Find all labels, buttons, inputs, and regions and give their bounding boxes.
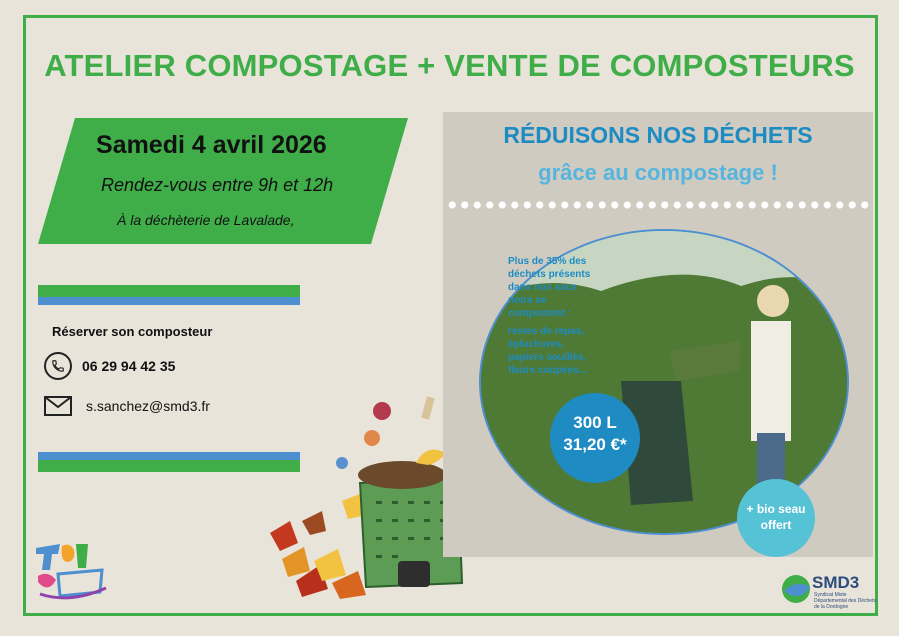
page-title: ATELIER COMPOSTAGE + VENTE DE COMPOSTEURS <box>44 48 855 83</box>
campaign-logo <box>30 540 112 600</box>
smd3-logo-icon <box>780 573 812 605</box>
bonus-text: + bio seau offert <box>746 502 806 532</box>
email-address[interactable]: s.sanchez@smd3.fr <box>86 398 210 414</box>
price-amount: 31,20 €* <box>563 435 627 454</box>
event-date: Samedi 4 avril 2026 <box>96 131 327 159</box>
event-place: À la déchèterie de Lavalade, <box>117 212 295 228</box>
bonus-badge <box>737 479 815 557</box>
mail-icon <box>44 396 72 416</box>
divider-stripe-top <box>38 285 300 305</box>
compost-info-list: restes de repas, épluchures, papiers souillés, fleurs coupées... <box>508 326 587 376</box>
promo-title: RÉDUISONS NOS DÉCHETS <box>503 122 813 148</box>
phone-icon <box>44 352 72 380</box>
email-row <box>44 396 210 416</box>
dotted-separator <box>446 200 871 210</box>
compost-info-intro: Plus de 35% des déchets présents dans nos sacs noirs se compostent : <box>508 256 591 319</box>
compost-info <box>508 255 598 377</box>
price-volume: 300 L <box>573 413 617 432</box>
divider-stripe-bottom <box>38 452 300 472</box>
price-badge <box>550 393 640 483</box>
org-logo-name: SMD3 <box>812 573 860 592</box>
compost-bin-illustration <box>262 383 472 603</box>
phone-number[interactable]: 06 29 94 42 35 <box>82 358 176 374</box>
promo-subtitle: grâce au compostage ! <box>538 160 778 185</box>
reservation-heading: Réserver son composteur <box>52 324 213 339</box>
event-time: Rendez-vous entre 9h et 12h <box>101 175 334 195</box>
org-logo-fullname: Syndicat Mixte Départemental des Déchets de la Dordogne <box>814 592 876 610</box>
phone-row <box>44 352 175 380</box>
